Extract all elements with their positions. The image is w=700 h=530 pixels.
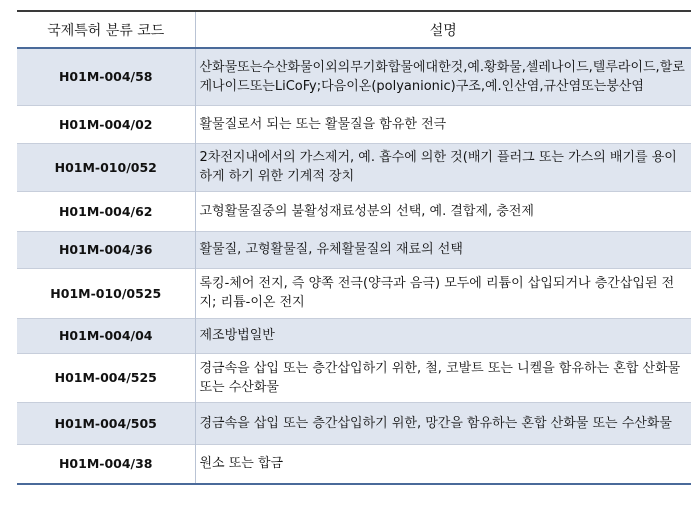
description-cell: 록킹-체어 전지, 즉 양쪽 전극(양극과 음극) 모두에 리튬이 삽입되거나 층간삽입된 전지; 리튬-이온 전지 [199,276,675,310]
header-description: 설명 [195,11,691,48]
table-row [17,268,691,318]
description-cell: 활물질, 고형활물질, 유체활물질의 재료의 선택 [199,242,463,257]
description-cell: 고형활물질중의 불활성재료성분의 선택, 예. 결합제, 충전제 [199,203,534,219]
table-row [17,318,691,353]
table-row [17,231,691,268]
ipc-code-cell: H01M-004/58 [17,48,195,105]
description-cell: 2차전지내에서의 가스제거, 예. 흡수에 의한 것(배기 플러그 또는 가스의 배기를 용이하게 하기 위한 기계적 장치 [199,150,677,184]
table-row [17,353,691,402]
header-ipc-code: 국제특허 분류 코드 [17,11,195,48]
table-row [17,143,691,191]
ipc-code-cell: H01M-004/02 [17,105,195,143]
description-cell: 산화물또는수산화물이외의무기화합물에대한것,예.황화물,셀레나이드,텔루라이드,할로게나이드또는LiCoFy;다음이온(polyanionic)구조,예.인산염,규산염또는붕산염 [199,59,685,94]
table-row [17,402,691,444]
description-cell: 원소 또는 합금 [199,456,284,472]
ipc-code-cell: H01M-004/38 [17,444,195,484]
description-cell: 경금속을 삽입 또는 층간삽입하기 위한, 철, 코발트 또는 니켈을 함유하는 혼합 산화물 또는 수산화물 [199,360,681,395]
table-body [17,48,691,484]
description-cell: 경금속을 삽입 또는 층간삽입하기 위한, 망간을 함유하는 혼합 산화물 또는 수산화물 [199,415,672,431]
ipc-code-cell: H01M-010/0525 [17,268,195,318]
ipc-code-cell: H01M-010/052 [17,143,195,191]
ipc-code-cell: H01M-004/505 [17,402,195,444]
table-row [17,444,691,484]
ipc-code-cell: H01M-004/04 [17,318,195,353]
description-cell: 활물질로서 되는 또는 활물질을 함유한 전극 [199,116,447,132]
table-row [17,105,691,143]
ipc-code-cell: H01M-004/36 [17,231,195,268]
table-header [17,11,691,48]
ipc-code-cell: H01M-004/525 [17,353,195,402]
table-row [17,191,691,231]
description-cell: 제조방법일반 [199,328,275,343]
header-row [17,11,691,48]
ipc-code-cell: H01M-004/62 [17,191,195,231]
ipc-classification-table [17,10,691,485]
table-row [17,48,691,105]
